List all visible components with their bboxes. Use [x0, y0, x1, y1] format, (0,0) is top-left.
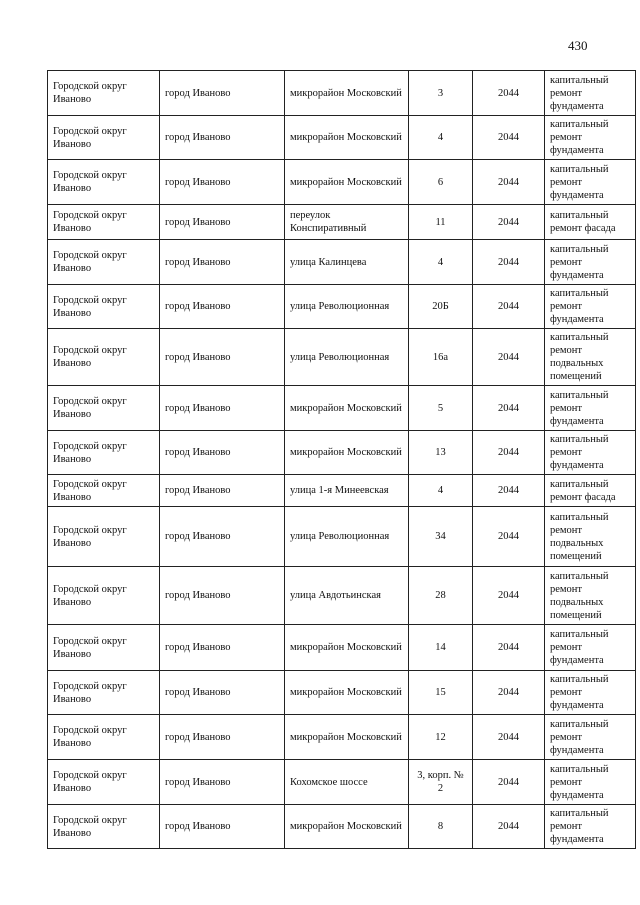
city-cell: город Иваново [160, 507, 285, 567]
street-cell: микрорайон Московский [285, 805, 409, 849]
city-cell: город Иваново [160, 671, 285, 715]
table-row [48, 760, 636, 805]
street-cell: микрорайон Московский [285, 116, 409, 160]
table-row [48, 507, 636, 567]
okrug-cell: Городской округ Иваново [48, 71, 160, 116]
city-cell: город Иваново [160, 240, 285, 285]
okrug-cell: Городской округ Иваново [48, 386, 160, 431]
city-cell: город Иваново [160, 760, 285, 805]
work-type-cell: капитальный ремонт фундамента [545, 715, 636, 760]
okrug-cell: Городской округ Иваново [48, 715, 160, 760]
work-type-cell: капитальный ремонт фундамента [545, 71, 636, 116]
okrug-cell: Городской округ Иваново [48, 329, 160, 386]
table-row [48, 71, 636, 116]
city-cell: город Иваново [160, 71, 285, 116]
table-row [48, 329, 636, 386]
work-type-cell: капитальный ремонт фундамента [545, 625, 636, 671]
city-cell: город Иваново [160, 386, 285, 431]
okrug-cell: Городской округ Иваново [48, 160, 160, 205]
table-row [48, 116, 636, 160]
year-cell: 2044 [473, 386, 545, 431]
work-type-cell: капитальный ремонт фундамента [545, 285, 636, 329]
table-row [48, 805, 636, 849]
house-number-cell: 12 [409, 715, 473, 760]
year-cell: 2044 [473, 625, 545, 671]
house-number-cell: 34 [409, 507, 473, 567]
house-number-cell: 28 [409, 567, 473, 625]
city-cell: город Иваново [160, 625, 285, 671]
table-body [48, 71, 636, 849]
street-cell: микрорайон Московский [285, 431, 409, 475]
street-cell: улица Калинцева [285, 240, 409, 285]
okrug-cell: Городской округ Иваново [48, 625, 160, 671]
work-type-cell: капитальный ремонт фундамента [545, 240, 636, 285]
year-cell: 2044 [473, 71, 545, 116]
city-cell: город Иваново [160, 567, 285, 625]
table-row [48, 715, 636, 760]
table-row [48, 475, 636, 507]
house-number-cell: 13 [409, 431, 473, 475]
work-type-cell: капитальный ремонт фундамента [545, 116, 636, 160]
house-number-cell: 14 [409, 625, 473, 671]
okrug-cell: Городской округ Иваново [48, 240, 160, 285]
street-cell: улица Революционная [285, 507, 409, 567]
table-row [48, 625, 636, 671]
table-row [48, 386, 636, 431]
table-row [48, 567, 636, 625]
city-cell: город Иваново [160, 805, 285, 849]
house-number-cell: 11 [409, 205, 473, 240]
city-cell: город Иваново [160, 329, 285, 386]
street-cell: переулок Конспиративный [285, 205, 409, 240]
table-row [48, 160, 636, 205]
city-cell: город Иваново [160, 285, 285, 329]
okrug-cell: Городской округ Иваново [48, 671, 160, 715]
year-cell: 2044 [473, 805, 545, 849]
city-cell: город Иваново [160, 715, 285, 760]
okrug-cell: Городской округ Иваново [48, 431, 160, 475]
okrug-cell: Городской округ Иваново [48, 805, 160, 849]
year-cell: 2044 [473, 285, 545, 329]
table-row [48, 285, 636, 329]
table-row [48, 671, 636, 715]
street-cell: улица Революционная [285, 285, 409, 329]
work-type-cell: капитальный ремонт фундамента [545, 671, 636, 715]
okrug-cell: Городской округ Иваново [48, 475, 160, 507]
house-number-cell: 16а [409, 329, 473, 386]
city-cell: город Иваново [160, 116, 285, 160]
year-cell: 2044 [473, 329, 545, 386]
street-cell: улица Авдотьинская [285, 567, 409, 625]
year-cell: 2044 [473, 760, 545, 805]
house-number-cell: 20Б [409, 285, 473, 329]
street-cell: микрорайон Московский [285, 715, 409, 760]
house-number-cell: 6 [409, 160, 473, 205]
work-type-cell: капитальный ремонт фундамента [545, 760, 636, 805]
year-cell: 2044 [473, 671, 545, 715]
year-cell: 2044 [473, 205, 545, 240]
work-type-cell: капитальный ремонт подвальных помещений [545, 567, 636, 625]
work-type-cell: капитальный ремонт фасада [545, 205, 636, 240]
house-number-cell: 15 [409, 671, 473, 715]
street-cell: микрорайон Московский [285, 160, 409, 205]
house-number-cell: 3 [409, 71, 473, 116]
street-cell: улица Революционная [285, 329, 409, 386]
okrug-cell: Городской округ Иваново [48, 116, 160, 160]
table-row [48, 240, 636, 285]
year-cell: 2044 [473, 116, 545, 160]
city-cell: город Иваново [160, 160, 285, 205]
street-cell: микрорайон Московский [285, 625, 409, 671]
street-cell: микрорайон Московский [285, 71, 409, 116]
house-number-cell: 4 [409, 116, 473, 160]
okrug-cell: Городской округ Иваново [48, 760, 160, 805]
year-cell: 2044 [473, 507, 545, 567]
year-cell: 2044 [473, 715, 545, 760]
year-cell: 2044 [473, 240, 545, 285]
work-type-cell: капитальный ремонт подвальных помещений [545, 507, 636, 567]
work-type-cell: капитальный ремонт фундамента [545, 805, 636, 849]
work-type-cell: капитальный ремонт фундамента [545, 431, 636, 475]
house-number-cell: 4 [409, 475, 473, 507]
city-cell: город Иваново [160, 475, 285, 507]
house-number-cell: 4 [409, 240, 473, 285]
house-number-cell: 5 [409, 386, 473, 431]
table-row [48, 431, 636, 475]
table-row [48, 205, 636, 240]
okrug-cell: Городской округ Иваново [48, 285, 160, 329]
work-type-cell: капитальный ремонт фундамента [545, 160, 636, 205]
work-type-cell: капитальный ремонт фасада [545, 475, 636, 507]
street-cell: Кохомское шоссе [285, 760, 409, 805]
street-cell: микрорайон Московский [285, 671, 409, 715]
year-cell: 2044 [473, 567, 545, 625]
year-cell: 2044 [473, 160, 545, 205]
street-cell: улица 1-я Минеевская [285, 475, 409, 507]
housing-repair-table [47, 70, 636, 849]
city-cell: город Иваново [160, 431, 285, 475]
okrug-cell: Городской округ Иваново [48, 567, 160, 625]
okrug-cell: Городской округ Иваново [48, 507, 160, 567]
page-number: 430 [568, 38, 588, 53]
house-number-cell: 3, корп. № 2 [409, 760, 473, 805]
city-cell: город Иваново [160, 205, 285, 240]
work-type-cell: капитальный ремонт подвальных помещений [545, 329, 636, 386]
okrug-cell: Городской округ Иваново [48, 205, 160, 240]
work-type-cell: капитальный ремонт фундамента [545, 386, 636, 431]
year-cell: 2044 [473, 475, 545, 507]
year-cell: 2044 [473, 431, 545, 475]
street-cell: микрорайон Московский [285, 386, 409, 431]
house-number-cell: 8 [409, 805, 473, 849]
